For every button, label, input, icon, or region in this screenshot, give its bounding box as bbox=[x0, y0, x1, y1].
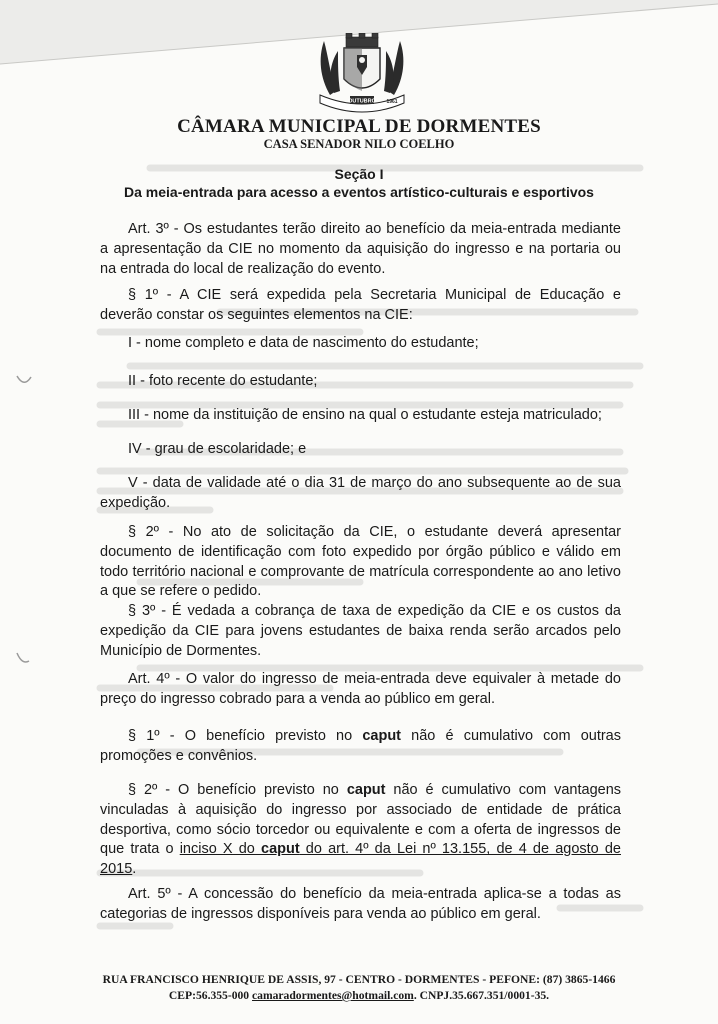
article-4-paragraph bbox=[100, 670, 621, 710]
punch-hole-icon bbox=[16, 374, 32, 388]
list-item-v bbox=[100, 474, 621, 514]
article-5-text: Art. 5º - A concessão do benefício da meia-entrada aplica-se a todas as categorias de ingressos disponíveis para venda ao público em geral. bbox=[100, 886, 621, 922]
footer-email-link[interactable]: camaradormentes@hotmail.com bbox=[252, 989, 414, 1002]
article-3-p3-text: § 3º - É vedada a cobrança de taxa de expedição da CIE e os custos da expedição da CIE para jovens estudantes de baixa renda serão arcados pelo Município de Dormentes. bbox=[100, 603, 621, 659]
list-item-v-text: V - data de validade até o dia 31 de março do ano subsequente ao de sua expedição. bbox=[100, 475, 621, 511]
article-3-paragraph-2 bbox=[100, 523, 621, 602]
article-4-p1 bbox=[100, 727, 621, 767]
caput-term: caput bbox=[362, 728, 401, 744]
list-item-i: I - nome completo e data de nascimento do estudante; bbox=[128, 335, 479, 351]
article-4-paragraph-2 bbox=[100, 781, 621, 880]
list-item-ii: II - foto recente do estudante; bbox=[128, 373, 318, 389]
article-3-p1-text: § 1º - A CIE será expedida pela Secretaria Municipal de Educação e deverão constar os seguintes elementos na CIE: bbox=[100, 287, 621, 323]
article-4-p1-text-c: não é cumulativo com outras promoções e convênios. bbox=[100, 728, 621, 764]
footer-address: RUA FRANCISCO HENRIQUE DE ASSIS, 97 - CENTRO - DORMENTES - PEFONE: (87) 3865-1466 bbox=[102, 973, 616, 986]
article-3-p2-text: § 2º - No ato de solicitação da CIE, o estudante deverá apresentar documento de identificação com foto expedido por órgão público e válido em todo território nacional e comprovante de matrícula correspondente ao ano letivo a que se refere o pedido. bbox=[100, 524, 621, 600]
article-4-p2-text-a: § 2º - O benefício previsto no bbox=[128, 782, 347, 798]
article-4-p2 bbox=[100, 781, 621, 880]
section-subtitle: Da meia-entrada para acesso a eventos artístico-culturais e esportivos bbox=[124, 184, 594, 200]
footer-cep: CEP:56.355-000 bbox=[168, 989, 253, 1002]
article-4-p2-text-g: . bbox=[132, 861, 137, 878]
punch-hole-icon bbox=[16, 651, 32, 665]
law-reference-text-d: inciso X do bbox=[179, 841, 261, 858]
article-3-paragraph-3 bbox=[100, 602, 621, 661]
crest-ribbon-label: OUTUBRO bbox=[348, 98, 376, 105]
page-subtitle: CASA SENADOR NILO COELHO bbox=[263, 137, 455, 151]
footer-cnpj: . CNPJ.35.667.351/0001-35. bbox=[413, 989, 550, 1002]
page-title: CÂMARA MUNICIPAL DE DORMENTES bbox=[177, 116, 541, 137]
crest-year-label: 1961 bbox=[386, 99, 398, 105]
article-4-paragraph-1 bbox=[100, 727, 621, 767]
article-4-text: Art. 4º - O valor do ingresso de meia-entrada deve equivaler à metade do preço do ingresso cobrado para a venda ao público em geral. bbox=[100, 671, 621, 707]
caput-term: caput bbox=[346, 782, 386, 798]
law-reference-text-f: do art. 4º da Lei nº 13.155, de 4 de agosto de 2015 bbox=[100, 841, 621, 878]
article-3-paragraph bbox=[100, 220, 621, 279]
article-4-p1-text-a: § 1º - O benefício previsto no bbox=[128, 728, 363, 744]
municipal-crest-icon bbox=[310, 33, 414, 115]
footer-contact bbox=[0, 989, 718, 1002]
list-item-iv: IV - grau de escolaridade; e bbox=[128, 441, 307, 457]
article-3-paragraph-1 bbox=[100, 286, 621, 326]
list-item-iii: III - nome da instituição de ensino na qual o estudante esteja matriculado; bbox=[128, 407, 602, 423]
article-3-text: Art. 3º - Os estudantes terão direito ao benefício da meia-entrada mediante a apresentação da CIE no momento da aquisição do ingresso e na portaria ou na entrada do local de realização do evento. bbox=[100, 221, 621, 277]
article-4-p2-text-c: não é cumulativo com vantagens vinculadas à aquisição do ingresso por associado de entidade de prática desportiva, como sócio torcedor ou equivalente e com a oferta de ingressos de que trata o bbox=[100, 782, 622, 858]
section-title: Seção I bbox=[334, 166, 384, 182]
caput-term: caput bbox=[261, 841, 300, 858]
article-5-paragraph bbox=[100, 885, 621, 925]
